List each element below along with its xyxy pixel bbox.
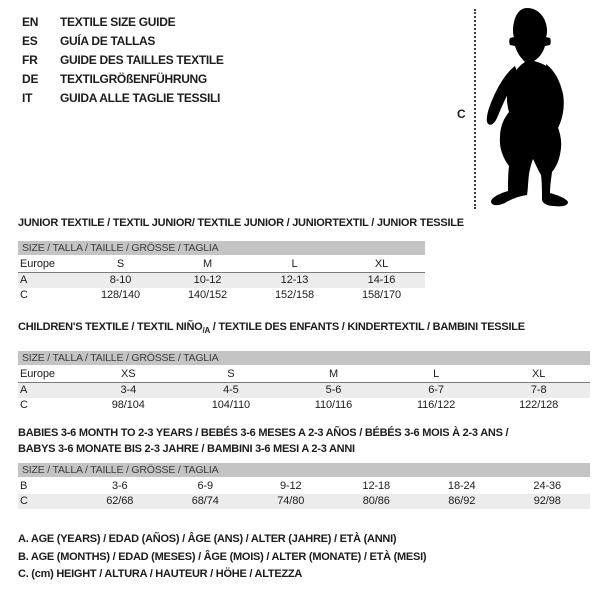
- footnote-c: C. (cm) HEIGHT / ALTURA / HAUTEUR / HÖHE / ALTEZZA: [18, 568, 303, 580]
- row-label: A: [20, 384, 28, 397]
- guide-title-es: GUÍA DE TALLAS: [60, 33, 156, 48]
- guide-title-it: GUIDA ALLE TAGLIE TESSILI: [60, 90, 221, 105]
- baby-silhouette-icon: [481, 6, 581, 210]
- guide-title-de: TEXTILGRÖßENFÜHRUNG: [60, 71, 207, 86]
- language-code: FR: [22, 52, 38, 67]
- height-cell: 98/104: [111, 399, 145, 412]
- size-cell: S: [227, 368, 235, 381]
- size-cell: XL: [532, 368, 546, 381]
- language-code: IT: [22, 90, 33, 105]
- babies-textile-table: [18, 425, 590, 509]
- language-row-fr: [22, 50, 224, 69]
- height-cell: 152/158: [274, 289, 315, 301]
- row-label: B: [20, 480, 28, 492]
- language-code: ES: [22, 33, 38, 48]
- row-label: C: [20, 399, 28, 412]
- height-cell: 86/92: [448, 495, 476, 507]
- size-cell: M: [328, 368, 339, 381]
- table-row-europe: [18, 366, 590, 383]
- height-cell: 110/116: [314, 399, 353, 412]
- age-cell: 12-13: [280, 274, 309, 286]
- table-title: [18, 425, 590, 457]
- height-measure-dashed-line: [474, 9, 476, 209]
- size-cell: S: [116, 258, 125, 270]
- age-cell: 10-12: [193, 274, 222, 286]
- height-measure-label: C: [457, 107, 466, 121]
- table-row-age: [18, 383, 590, 398]
- language-list: [22, 12, 224, 107]
- size-cell: M: [202, 258, 213, 270]
- language-code: EN: [22, 14, 39, 29]
- size-header-bar: SIZE / TALLA / TAILLE / GRÖSSE / TAGLIA: [18, 241, 425, 255]
- row-label: A: [20, 274, 28, 286]
- age-cell: 7-8: [530, 384, 547, 397]
- row-label: C: [20, 495, 28, 507]
- height-cell: 104/110: [211, 399, 251, 412]
- height-cell: 158/170: [361, 289, 402, 301]
- height-cell: 74/80: [277, 495, 305, 507]
- age-cell: 24-36: [533, 480, 562, 492]
- baby-figure: [440, 0, 600, 215]
- size-cell: XL: [374, 258, 389, 270]
- height-cell: 116/122: [416, 399, 456, 412]
- height-cell: 128/140: [100, 289, 141, 301]
- size-cell: L: [291, 258, 298, 270]
- table-title: JUNIOR TEXTILE / TEXTIL JUNIOR/ TEXTILE JUNIOR / JUNIORTEXTIL / JUNIOR TESSILE: [18, 217, 464, 229]
- table-row-height: [18, 398, 590, 413]
- size-header-bar: SIZE / TALLA / TAILLE / GRÖSSE / TAGLIA: [18, 463, 590, 477]
- age-cell: 5-6: [325, 384, 342, 397]
- footnotes: [18, 531, 426, 584]
- language-row-de: [22, 69, 224, 88]
- row-label: C: [20, 289, 28, 301]
- childrens-textile-table: [18, 321, 590, 413]
- guide-title-en: TEXTILE SIZE GUIDE: [60, 14, 176, 29]
- language-row-en: [22, 12, 224, 31]
- age-cell: 14-16: [367, 274, 396, 286]
- height-cell: 62/68: [106, 495, 134, 507]
- age-cell: 6-7: [428, 384, 444, 397]
- age-cell: 6-9: [197, 480, 214, 492]
- height-cell: 140/152: [187, 289, 228, 301]
- table-row-height: [18, 288, 425, 303]
- age-cell: 18-24: [447, 480, 476, 492]
- age-cell: 4-5: [223, 384, 239, 397]
- table-row-height: [18, 494, 590, 509]
- age-cell: 9-12: [279, 480, 302, 492]
- age-cell: 12-18: [362, 480, 391, 492]
- table-title-line2: BABYS 3-6 MONATE BIS 2-3 JAHRE / BAMBINI 3-6 MESI A 2-3 ANNI: [18, 443, 355, 455]
- height-cell: 68/74: [191, 495, 219, 507]
- age-cell: 8-10: [109, 274, 132, 286]
- footnote-a: A. AGE (YEARS) / EDAD (AÑOS) / ÂGE (ANS) / ALTER (JAHRE) / ETÀ (ANNI): [18, 533, 397, 545]
- size-header-bar: SIZE / TALLA / TAILLE / GRÖSSE / TAGLIA: [18, 351, 590, 365]
- language-code: DE: [22, 71, 39, 86]
- height-cell: 122/128: [519, 399, 559, 412]
- table-row-europe: [18, 256, 425, 273]
- row-label: Europe: [20, 258, 55, 270]
- table-row-age: [18, 273, 425, 288]
- size-cell: L: [433, 368, 440, 381]
- table-row-age-months: [18, 478, 590, 494]
- guide-title-fr: GUIDE DES TAILLES TEXTILE: [60, 52, 224, 67]
- language-row-it: [22, 88, 224, 107]
- height-cell: 92/98: [533, 495, 561, 507]
- footnote-b: B. AGE (MONTHS) / EDAD (MESES) / ÂGE (MOIS) / ALTER (MONATE) / ETÀ (MESI): [18, 550, 427, 563]
- age-cell: 3-4: [120, 384, 137, 397]
- table-title-line1: BABIES 3-6 MONTH TO 2-3 YEARS / BEBÉS 3-6 MESES A 2-3 AÑOS / BÉBÉS 3-6 MOIS À 2-3 ANS /: [18, 427, 509, 439]
- table-title: CHILDREN'S TEXTILE / TEXTIL $NIÑO_{/A}$ / TEXTILE DES ENFANTS / KINDERTEXTIL / BAMBINI TESSILE: [18, 321, 525, 336]
- age-cell: 3-6: [111, 480, 128, 492]
- title-subscript: /A: [202, 326, 210, 336]
- row-label: Europe: [20, 368, 55, 381]
- language-row-es: [22, 31, 224, 50]
- height-cell: 80/86: [362, 495, 390, 507]
- size-cell: XS: [121, 368, 136, 381]
- junior-textile-table: [18, 217, 464, 303]
